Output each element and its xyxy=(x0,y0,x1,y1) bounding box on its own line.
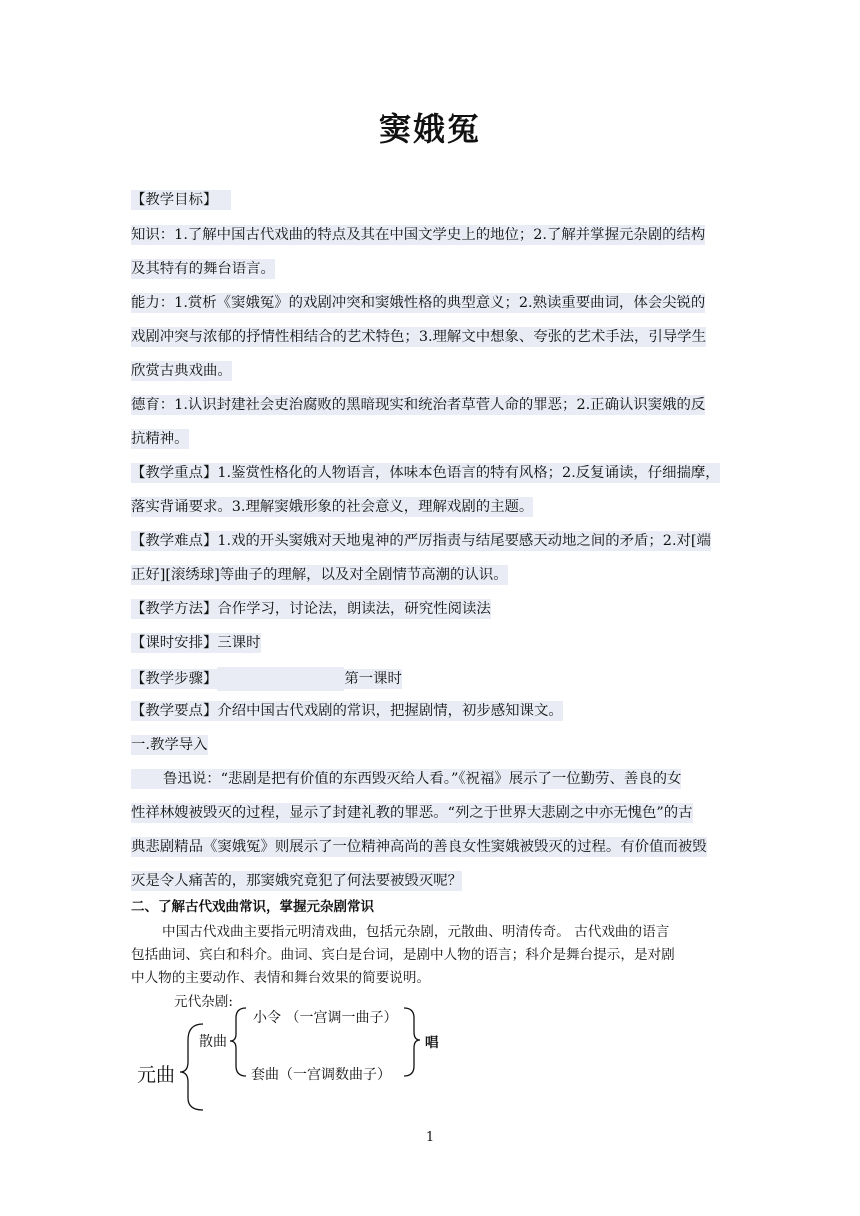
diagram-caption: 元代杂剧: xyxy=(174,994,233,1010)
section-1-paragraph-line-4: 灭是令人痛苦的，那窦娥究竟犯了何法要被毁灭呢？ xyxy=(131,873,462,889)
page-number: 1 xyxy=(425,1130,435,1145)
right-brace xyxy=(404,1008,420,1076)
objectives-moral-line-2: 抗精神。 xyxy=(131,431,189,447)
document-title: 窦娥冤 xyxy=(378,110,481,148)
key-points-line-2: 落实背诵要求。3.理解窦娥形象的社会意义，理解戏剧的主题。 xyxy=(131,499,534,515)
section-1-paragraph-line-2: 性祥林嫂被毁灭的过程，显示了封建礼教的罪恶。“列之于世界大悲剧之中亦无愧色”的古 xyxy=(131,805,693,821)
difficulties-line-1: 【教学难点】1.戏的开头窦娥对天地鬼神的严厉指责与结尾要感天动地之间的矛盾；2.对[端 xyxy=(131,533,711,549)
diagram-leaf-xiaoling: 小令 （一宫调一曲子） xyxy=(253,1010,398,1026)
teaching-methods: 【教学方法】合作学习，讨论法，朗读法，研究性阅读法 xyxy=(131,601,491,617)
objectives-ability-line-1: 能力：1.赏析《窦娥冤》的戏剧冲突和窦娥性格的典型意义；2.熟读重要曲词，体会尖锐的 xyxy=(131,295,706,311)
section-2-paragraph-line-3: 中人物的主要动作、表情和舞台效果的简要说明。 xyxy=(131,970,431,986)
diagram-root: 元曲 xyxy=(137,1064,176,1086)
objectives-knowledge-line-2: 及其特有的舞台语言。 xyxy=(131,261,275,277)
diagram-right-label: 唱 xyxy=(425,1035,439,1051)
section-2-paragraph-line-1: 中国古代戏曲主要指元明清戏曲，包括元杂剧，元散曲、明清传奇。 古代戏曲的语言 xyxy=(162,924,670,940)
objectives-knowledge-line-1: 知识：1.了解中国古代戏曲的特点及其在中国文学史上的地位；2.了解并掌握元杂剧的结构 xyxy=(131,227,706,243)
section-2-heading: 二、了解古代戏曲常识，掌握元杂剧常识 xyxy=(131,899,374,915)
difficulties-line-2: 正好][滚绣球]等曲子的理解，以及对全剧情节高潮的认识。 xyxy=(131,567,508,583)
section-1-paragraph-line-3: 典悲剧精品《窦娥冤》则展示了一位精神高尚的善良女性窦娥被毁灭的过程。有价值而被毁 xyxy=(131,839,707,855)
section-2-paragraph-line-2: 包括曲词、宾白和科介。曲词、宾白是台词，是剧中人物的语言；科介是舞台提示，是对剧 xyxy=(131,947,675,963)
section-1-heading: 一.教学导入 xyxy=(131,737,208,753)
lesson-schedule: 【课时安排】三课时 xyxy=(131,635,261,651)
section-1-paragraph-line-1: 鲁迅说：“悲剧是把有价值的东西毁灭给人看。”《祝福》展示了一位勤劳、善良的女 xyxy=(131,769,681,789)
objectives-ability-line-2: 戏剧冲突与浓郁的抒情性相结合的艺术特色；3.理解文中想象、夸张的艺术手法，引导学生 xyxy=(131,329,706,345)
diagram-branch-sanqu: 散曲 xyxy=(199,1034,227,1050)
teaching-essentials: 【教学要点】介绍中国古代戏剧的常识，把握剧情，初步感知课文。 xyxy=(131,703,563,719)
objectives-ability-line-3: 欣赏古典戏曲。 xyxy=(131,363,232,379)
objectives-heading: 【教学目标】 xyxy=(131,190,231,210)
branch-brace xyxy=(230,1008,246,1076)
diagram-leaf-taoqu: 套曲（一宫调数曲子） xyxy=(251,1067,391,1083)
key-points-line-1: 【教学重点】1.鉴赏性格化的人物语言，体味本色语言的特有风格；2.反复诵读，仔细揣摩， xyxy=(131,465,720,481)
teaching-steps: 【教学步骤】 第一课时 xyxy=(131,667,402,691)
objectives-moral-line-1: 德育：1.认识封建社会吏治腐败的黑暗现实和统治者草菅人命的罪恶；2.正确认识窦娥的反 xyxy=(131,397,706,413)
